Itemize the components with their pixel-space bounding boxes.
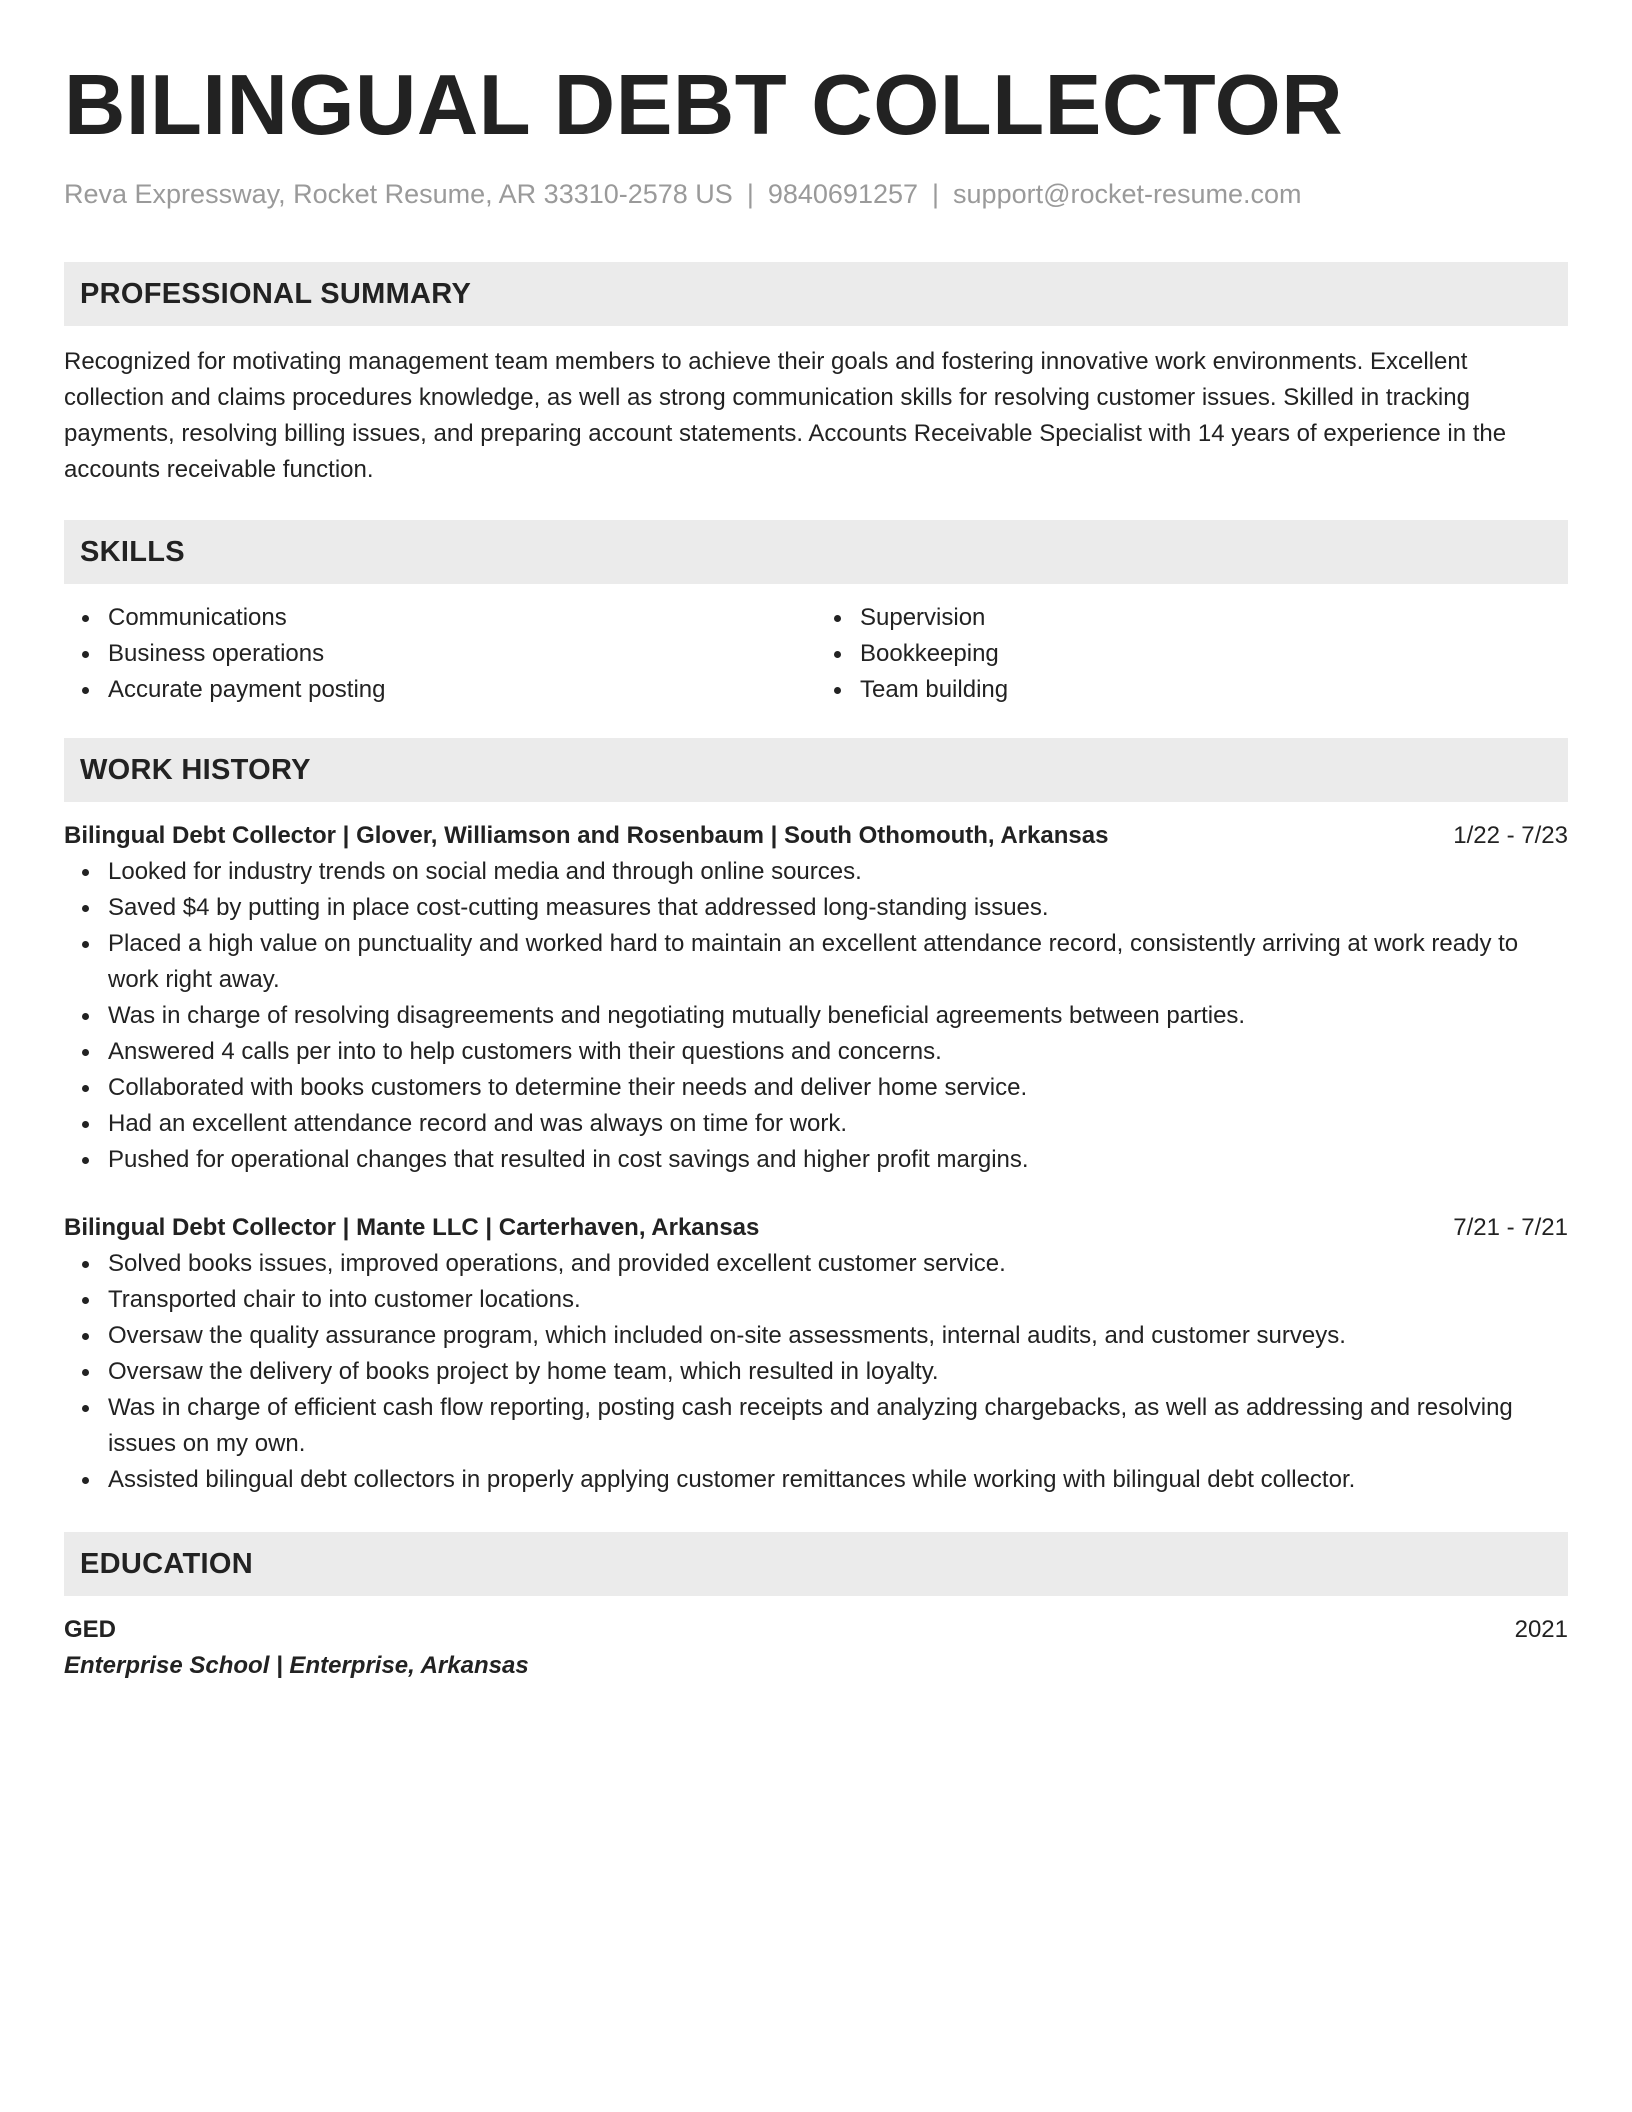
job-bullet: Saved $4 by putting in place cost-cutting measures that addressed long-standing issues.	[108, 890, 1568, 926]
skill-item: Accurate payment posting	[108, 672, 816, 708]
education-degree: GED	[64, 1616, 117, 1643]
section-header-education: EDUCATION	[64, 1532, 1568, 1596]
job-bullet: Was in charge of resolving disagreements and negotiating mutually beneficial agreements between parties.	[108, 998, 1568, 1034]
section-header-summary: PROFESSIONAL SUMMARY	[64, 262, 1568, 326]
job-dates: 7/21 - 7/21	[1453, 1214, 1568, 1241]
job-bullet: Placed a high value on punctuality and worked hard to maintain an excellent attendance record, consistently arriving at work ready to work right away.	[108, 926, 1568, 998]
education-school: Enterprise School | Enterprise, Arkansas	[64, 1652, 529, 1679]
job-bullet: Had an excellent attendance record and was always on time for work.	[108, 1106, 1568, 1142]
job-bullet: Was in charge of efficient cash flow reporting, posting cash receipts and analyzing chargebacks, as well as addressing and resolving issues on my own.	[108, 1390, 1568, 1462]
skills-column-left	[64, 600, 816, 708]
skill-item: Communications	[108, 600, 816, 636]
skill-item: Supervision	[860, 600, 1568, 636]
contact-separator: |	[932, 179, 940, 209]
job-bullet-list	[64, 854, 1568, 1178]
job-bullet: Collaborated with books customers to determine their needs and deliver home service.	[108, 1070, 1568, 1106]
section-header-work-history: WORK HISTORY	[64, 738, 1568, 802]
job-heading-row	[64, 818, 1568, 854]
education-year: 2021	[1514, 1616, 1568, 1643]
job-bullet: Answered 4 calls per into to help customers with their questions and concerns.	[108, 1034, 1568, 1070]
skill-item: Business operations	[108, 636, 816, 672]
candidate-name: BILINGUAL DEBT COLLECTOR	[64, 58, 1344, 153]
job-title: Bilingual Debt Collector | Mante LLC | Carterhaven, Arkansas	[64, 1214, 760, 1241]
skill-item: Bookkeeping	[860, 636, 1568, 672]
contact-address: Reva Expressway, Rocket Resume, AR 33310-2578 US	[64, 179, 733, 209]
skill-item: Team building	[860, 672, 1568, 708]
job-bullet: Transported chair to into customer locations.	[108, 1282, 1568, 1318]
job-heading-row	[64, 1210, 1568, 1246]
job-bullet: Oversaw the quality assurance program, which included on-site assessments, internal audits, and customer surveys.	[108, 1318, 1568, 1354]
skills-grid	[64, 600, 1568, 708]
job-title: Bilingual Debt Collector | Glover, Williamson and Rosenbaum | South Othomouth, Arkansas	[64, 822, 1109, 849]
skills-column-right	[816, 600, 1568, 708]
job-bullet: Oversaw the delivery of books project by home team, which resulted in loyalty.	[108, 1354, 1568, 1390]
contact-email: support@rocket-resume.com	[953, 179, 1302, 209]
section-header-skills: SKILLS	[64, 520, 1568, 584]
job-bullet-list	[64, 1246, 1568, 1498]
job-dates: 1/22 - 7/23	[1453, 822, 1568, 849]
job-bullet: Assisted bilingual debt collectors in properly applying customer remittances while working with bilingual debt collector.	[108, 1462, 1568, 1498]
summary-text: Recognized for motivating management team members to achieve their goals and fostering innovative work environments. Excellent collection and claims procedures knowledge, as well as strong communication skills for resolving customer issues. Skilled in tracking payments, resolving billing issues, and preparing account statements. Accounts Receivable Specialist with 14 years of experience in the accounts receivable function.	[64, 348, 1507, 483]
contact-phone: 9840691257	[767, 179, 919, 209]
contact-separator: |	[746, 179, 754, 209]
job-bullet: Solved books issues, improved operations, and provided excellent customer service.	[108, 1246, 1568, 1282]
job-bullet: Looked for industry trends on social media and through online sources.	[108, 854, 1568, 890]
job-bullet: Pushed for operational changes that resulted in cost savings and higher profit margins.	[108, 1142, 1568, 1178]
education-row	[64, 1612, 1568, 1648]
contact-line	[64, 176, 1568, 212]
